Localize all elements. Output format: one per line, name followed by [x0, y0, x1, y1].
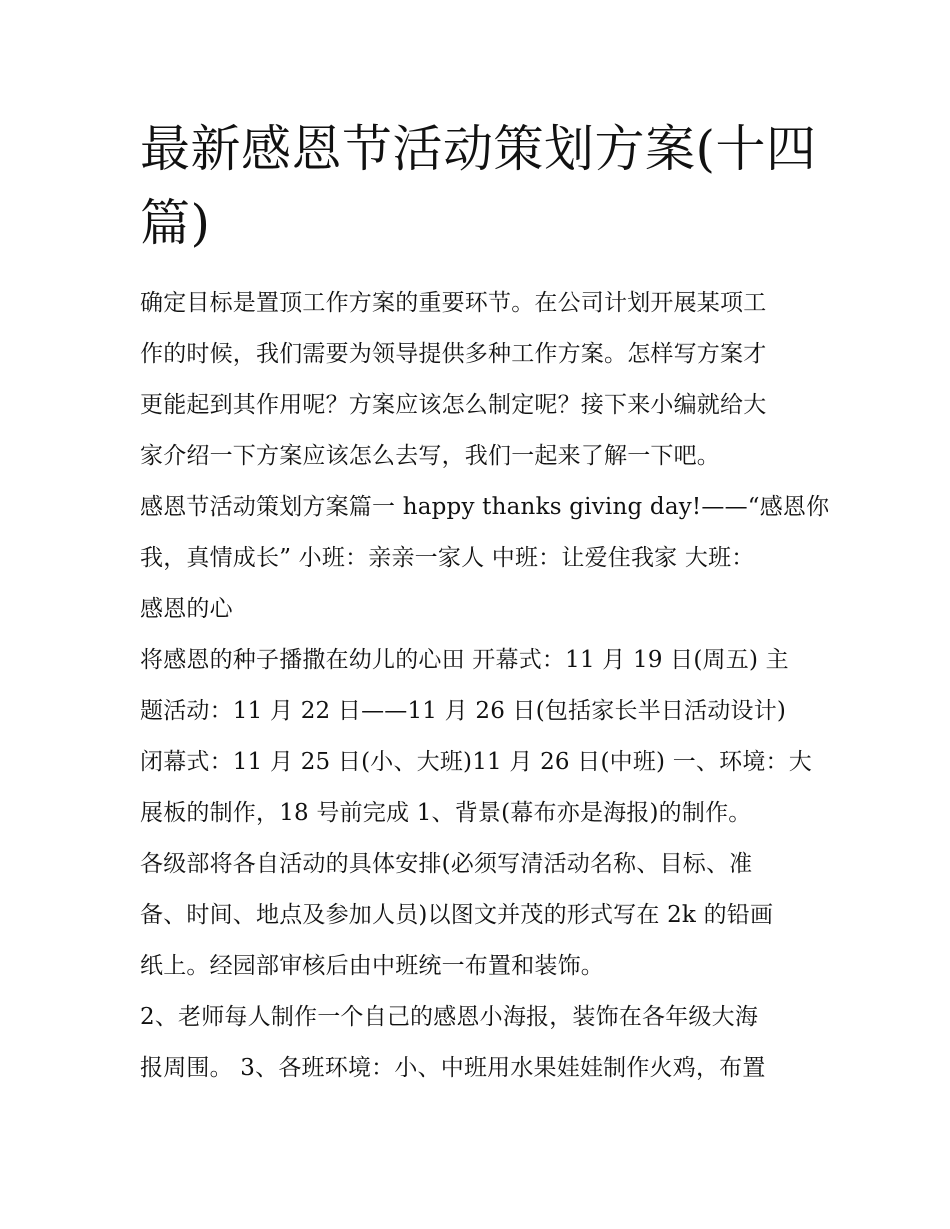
text-line: 更能起到其作用呢？方案应该怎么制定呢？接下来小编就给大 [140, 392, 767, 418]
document-title [140, 112, 820, 260]
text-line: 2、老师每人制作一个自己的感恩小海报，装饰在各年级大海 [140, 1004, 759, 1030]
text-line: 题活动：11 月 22 日——11 月 26 日(包括家长半日活动设计) [140, 698, 787, 724]
document-page [140, 112, 830, 1094]
paragraph-schedule [140, 635, 820, 839]
text-line: 各级部将各自活动的具体安排(必须写清活动名称、目标、准 [140, 851, 753, 877]
text-line: 确定目标是置顶工作方案的重要环节。在公司计划开展某项工 [140, 290, 767, 316]
text-line: 展板的制作，18 号前完成 1、背景(幕布亦是海报)的制作。 [140, 800, 752, 826]
paragraph-intro [140, 278, 820, 482]
text-line: 我，真情成长” 小班：亲亲一家人 中班：让爱住我家 大班： [140, 545, 755, 571]
text-line: 纸上。经园部审核后由中班统一布置和装饰。 [140, 953, 604, 979]
title-line: 篇) [140, 194, 211, 252]
paragraph-section-1 [140, 482, 830, 635]
text-line: 家介绍一下方案应该怎么去写，我们一起来了解一下吧。 [140, 443, 720, 469]
title-line: 最新感恩节活动策划方案(十四 [140, 120, 817, 178]
text-line: 感恩的心 [140, 596, 233, 622]
text-line: 报周围。 3、各班环境：小、中班用水果娃娃制作火鸡，布置 [140, 1055, 766, 1081]
text-line: 感恩节活动策划方案篇一 happy thanks giving day!——“感恩你 [140, 494, 830, 520]
paragraph-arrangement [140, 839, 820, 992]
text-line: 作的时候，我们需要为领导提供多种工作方案。怎样写方案才 [140, 341, 767, 367]
text-line: 闭幕式：11 月 25 日(小、大班)11 月 26 日(中班) 一、环境：大 [140, 749, 812, 775]
text-line: 将感恩的种子播撒在幼儿的心田 开幕式：11 月 19 日(周五) 主 [140, 647, 789, 673]
text-line: 备、时间、地点及参加人员)以图文并茂的形式写在 2k 的铅画 [140, 902, 774, 928]
paragraph-posters [140, 992, 820, 1094]
